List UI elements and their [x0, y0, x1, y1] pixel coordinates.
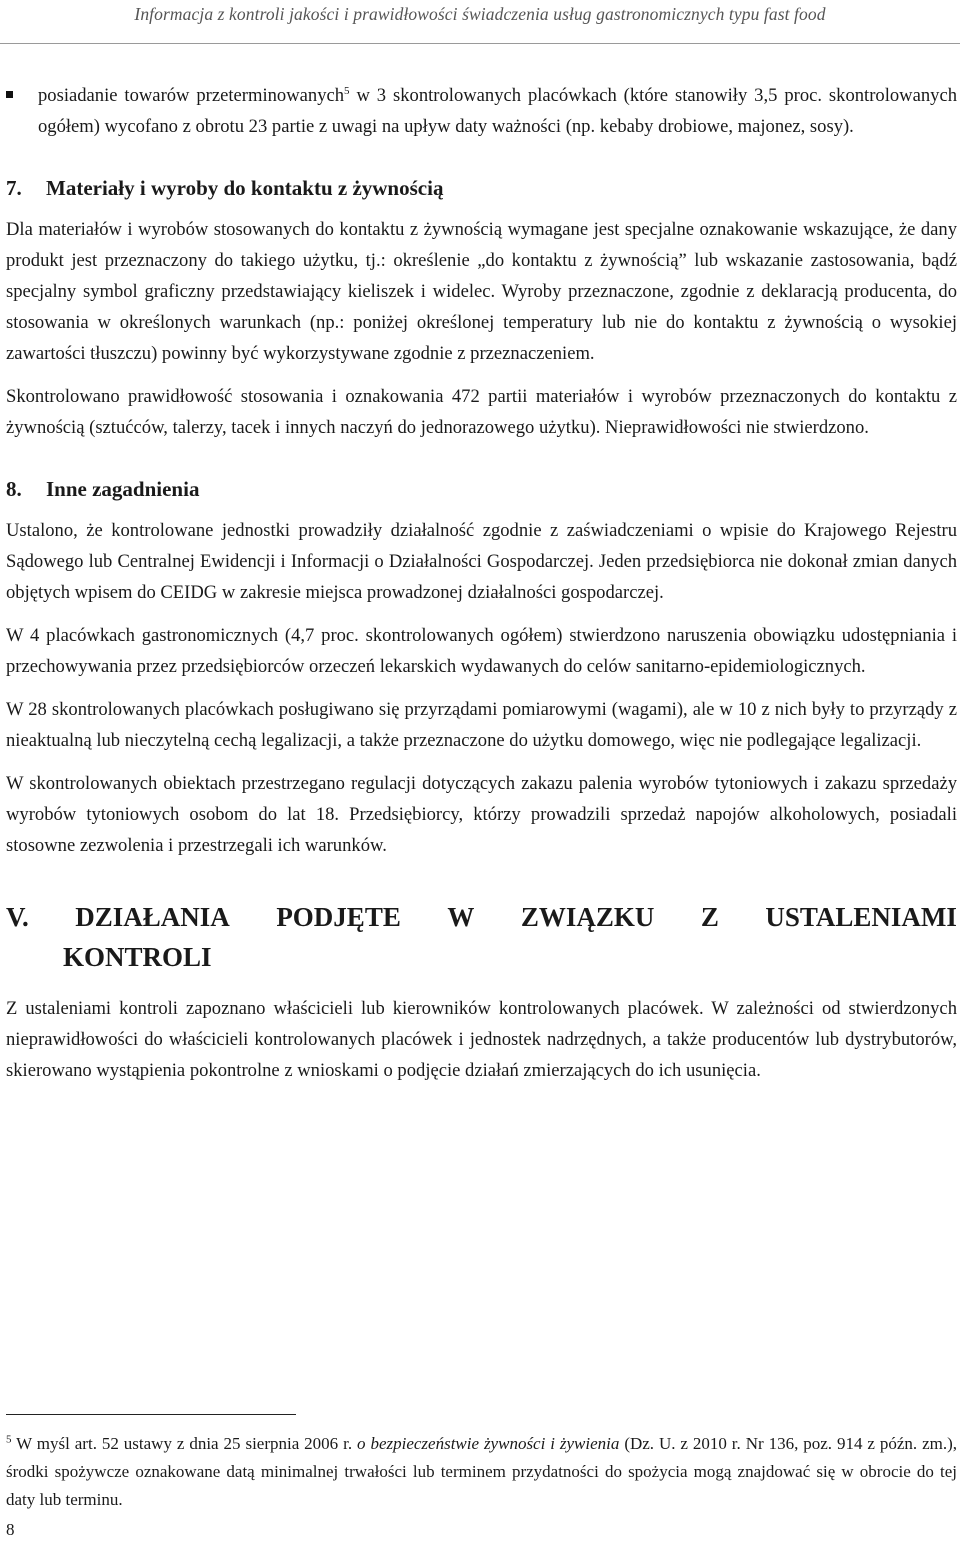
footnote — [6, 1430, 957, 1514]
main-content — [6, 80, 957, 1086]
footnote-ref[interactable]: 5 — [344, 84, 350, 97]
bullet-text-start: posiadanie towarów przeterminowanych — [38, 85, 345, 106]
section-8-paragraph-3: W 28 skontrolowanych placówkach posługiwano się przyrządami pomiarowymi (wagami), ale w 10 z nich były to przyrządy z nieaktualną lub nieczytelną cechą legalizacji, a także przeznaczone do użytku domowego, więc nie podlegające legalizacji. — [6, 699, 957, 751]
part-5-paragraph-1: Z ustaleniami kontroli zapoznano właścicieli lub kierowników kontrolowanych placówek. W zależności od stwierdzonych nieprawidłowości do właścicieli kontrolowanych placówek i jednostek nadrzędnych, a także producentów lub dystrybutorów, skierowano wystąpienia pokontrolne z wnioskami o podjęcie działań zmierzających do ich usunięcia. — [6, 998, 957, 1081]
part-5-word: Z — [700, 902, 719, 932]
footnote-mark: 5 — [6, 1433, 12, 1446]
section-7-title: Materiały i wyroby do kontaktu z żywnością — [46, 176, 444, 200]
section-7-paragraph-1: Dla materiałów i wyrobów stosowanych do kontaktu z żywnością wymagane jest specjalne oznakowanie wskazujące, że dany produkt jest przeznaczony do takiego użytku, tj.: określenie „do kontaktu z żywnością” lub wskazanie zastosowania, bądź specjalny symbol graficzny przedstawiający kieliszek i widelec. Wyroby przeznaczone, zgodnie z deklaracją producenta, do stosowania w określonych warunkach (np.: poniżej określonej temperatury lub nie do kontaktu z żywnością o wysokiej zawartości tłuszczu) powinny być wykorzystywane zgodnie z przeznaczeniem. — [6, 219, 957, 364]
square-bullet-icon — [6, 91, 13, 98]
part-5-word: W — [447, 902, 475, 932]
part-5-word: PODJĘTE — [276, 902, 401, 932]
bullet-text-end: w 3 skontrolowanych placówkach (które stanowiły 3,5 proc. skontrolowanych ogółem) wycofano z obrotu 23 partie z uwagi na upływ daty ważności (np. kebaby drobiowe, majonez, sosy). — [38, 85, 957, 137]
section-8-heading — [6, 474, 957, 505]
section-8-paragraph-2: W 4 placówkach gastronomicznych (4,7 proc. skontrolowanych ogółem) stwierdzono naruszenia obowiązku udostępniania i przechowywania przez przedsiębiorców orzeczeń lekarskich wydawanych do celów sanitarno-epidemiologicznych. — [6, 625, 957, 677]
footnote-text-end: (Dz. U. z 2010 r. Nr 136, poz. 914 z późn. zm.), środki spożywcze oznakowane datą minimalnej trwałości lub terminem przydatności do spożycia mogą znajdować się w obrocie do tej daty lub terminu. — [6, 1434, 957, 1509]
section-7-heading — [6, 173, 957, 204]
header-rule — [0, 43, 960, 44]
section-8-paragraph-4: W skontrolowanych obiektach przestrzegano regulacji dotyczących zakazu palenia wyrobów tytoniowych i zakazu sprzedaży wyrobów tytoniowych osobom do lat 18. Przedsiębiorcy, którzy prowadzili sprzedaż napojów alkoholowych, posiadali stosowne zezwolenia i przestrzegali ich warunków. — [6, 773, 957, 856]
header-title: Informacja z kontroli jakości i prawidłowości świadczenia usług gastronomicznych typu fast food — [134, 4, 826, 24]
section-8-number: 8. — [6, 477, 22, 501]
part-5-word: V. — [6, 902, 29, 932]
part-5-word: USTALENIAMI — [765, 902, 957, 932]
page-number: 8 — [6, 1520, 15, 1539]
footnote-text-start: W myśl art. 52 ustawy z dnia 25 sierpnia 2006 r. — [11, 1434, 358, 1453]
part-5-word: DZIAŁANIA — [75, 902, 230, 932]
section-8-paragraph-1: Ustalono, że kontrolowane jednostki prowadziły działalność zgodnie z zaświadczeniami o wpisie do Krajowego Rejestru Sądowego lub Centralnej Ewidencji i Informacji o Działalności Gospodarczej. Jeden przedsiębiorca nie dokonał zmian danych objętych wpisem do CEIDG w zakresie miejsca prowadzonej działalności gospodarczej. — [6, 520, 957, 603]
footnote-act-title: o bezpieczeństwie żywności i żywienia — [357, 1434, 620, 1453]
part-5-heading-line-2: KONTROLI — [63, 942, 212, 972]
section-8-title: Inne zagadnienia — [46, 477, 200, 501]
part-5-word: ZWIĄZKU — [520, 902, 655, 932]
part-5-heading — [6, 897, 957, 977]
bullet-item — [6, 80, 957, 142]
part-5-heading-line-1 — [6, 897, 957, 937]
running-header — [0, 0, 960, 46]
section-7-paragraph-2: Skontrolowano prawidłowość stosowania i oznakowania 472 partii materiałów i wyrobów przeznaczonych do kontaktu z żywnością (sztućców, talerzy, tacek i innych naczyń do jednorazowego użytku). Nieprawidłowości nie stwierdzono. — [6, 386, 957, 438]
footnote-separator — [6, 1414, 296, 1415]
section-7-number: 7. — [6, 176, 22, 200]
